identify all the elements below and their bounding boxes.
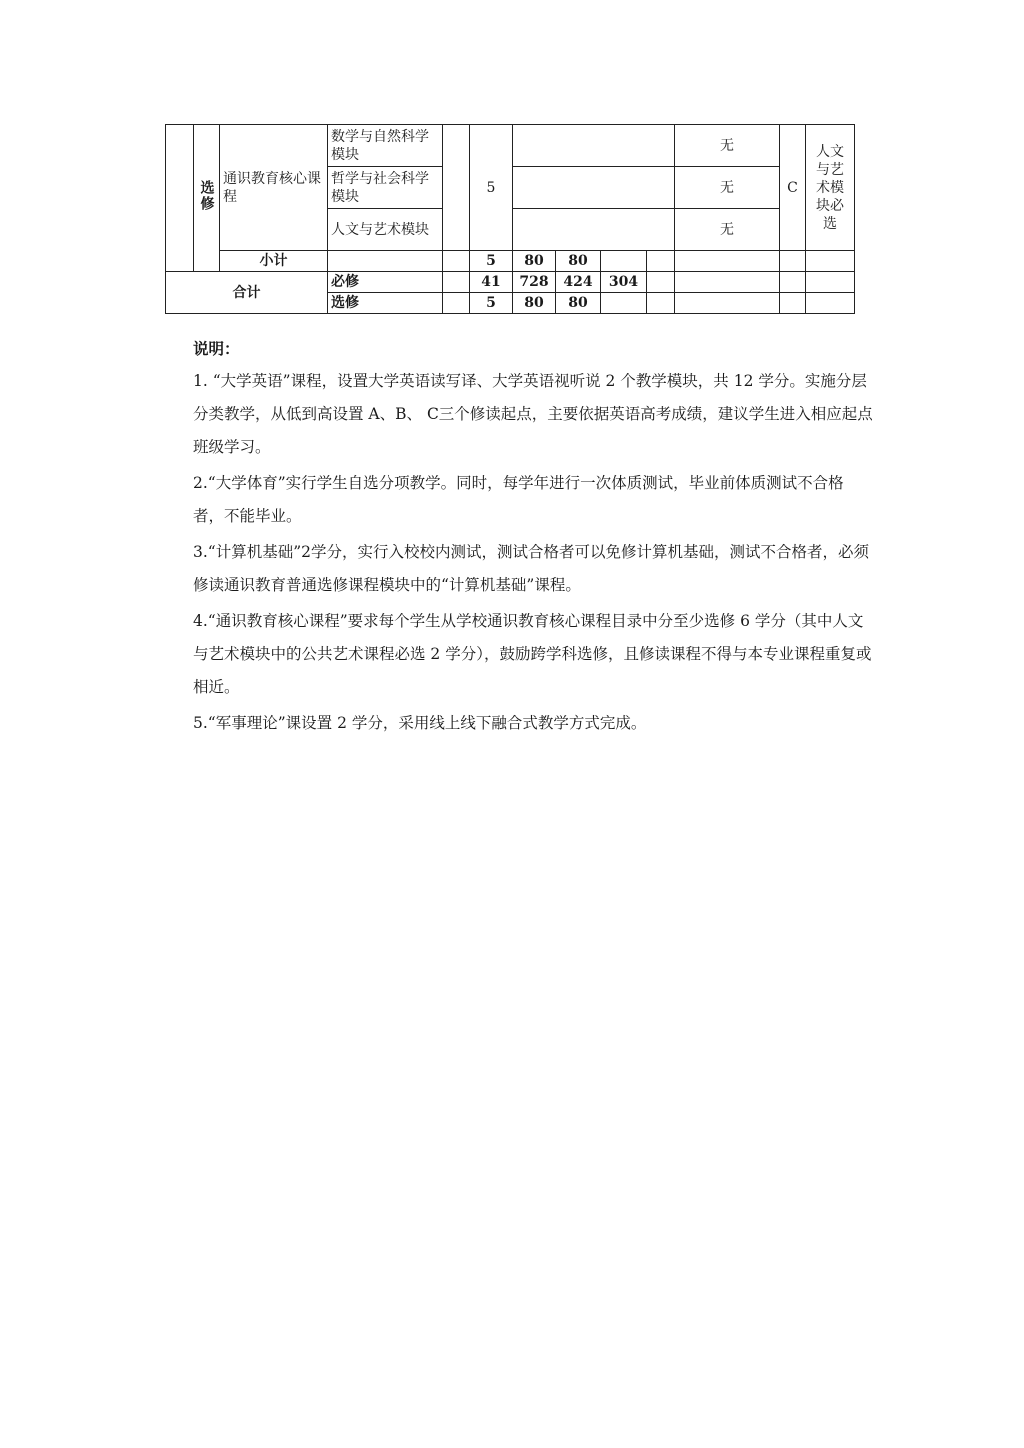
blank-cell xyxy=(675,272,780,293)
elective-hours-cell xyxy=(513,293,556,314)
elective-total-label: 选修 xyxy=(331,295,359,311)
module-name: 哲学与社会科学模块 xyxy=(331,170,429,205)
elective-theory-cell xyxy=(556,293,601,314)
blank-cell xyxy=(780,251,806,272)
blank-cell xyxy=(647,293,675,314)
blank-cell xyxy=(443,251,470,272)
hours-blank-cell xyxy=(513,125,675,167)
required-practice-cell xyxy=(601,272,647,293)
hours-blank-cell xyxy=(513,209,675,251)
none-value: 无 xyxy=(720,221,734,238)
subtotal-row xyxy=(166,251,855,272)
blank-cell xyxy=(601,251,647,272)
none-value: 无 xyxy=(720,137,734,154)
elective-theory: 80 xyxy=(568,295,588,311)
course-name: 通识教育核心课程 xyxy=(223,170,321,205)
blank-cell xyxy=(780,272,806,293)
required-theory-cell xyxy=(556,272,601,293)
subtotal-credits-cell xyxy=(470,251,513,272)
blank-cell xyxy=(675,293,780,314)
blank-cell xyxy=(443,293,470,314)
elective-type-cell xyxy=(194,125,220,272)
note-item: 5.“军事理论”课设置 2 学分，采用线上线下融合式教学方式完成。 xyxy=(193,714,647,732)
subtotal-credits: 5 xyxy=(486,253,496,269)
none-value: 无 xyxy=(720,179,734,196)
subtotal-theory: 80 xyxy=(568,253,588,269)
blank-cell xyxy=(647,251,675,272)
category-blank-cell xyxy=(166,125,194,272)
total-label: 合计 xyxy=(232,284,261,301)
hours-blank-cell xyxy=(513,167,675,209)
subtotal-label-cell xyxy=(220,251,328,272)
blank-cell xyxy=(806,293,855,314)
note-item: 3.“计算机基础”2学分，实行入校校内测试，测试合格者可以免修计算机基础，测试不合格者，必须修读通识教育普通选修课程模块中的“计算机基础”课程。 xyxy=(193,543,870,594)
none-cell xyxy=(675,209,780,251)
required-hours-cell xyxy=(513,272,556,293)
table-row xyxy=(166,125,855,167)
subtotal-hours-cell xyxy=(513,251,556,272)
notes-title: 说明： xyxy=(193,339,240,358)
elective-label: 选修 xyxy=(198,179,215,212)
credits-value: 5 xyxy=(486,179,496,196)
notes-section xyxy=(193,332,873,743)
blank-cell xyxy=(601,293,647,314)
module-cell xyxy=(328,209,443,251)
required-practice: 304 xyxy=(608,274,639,290)
elective-hours: 80 xyxy=(524,295,544,311)
elective-label-cell xyxy=(328,293,443,314)
none-cell xyxy=(675,125,780,167)
assessment-value: C xyxy=(787,179,798,196)
elective-credits: 5 xyxy=(486,295,496,311)
required-credits: 41 xyxy=(481,274,501,290)
required-credits-cell xyxy=(470,272,513,293)
blank-cell xyxy=(806,272,855,293)
blank-cell xyxy=(443,125,470,251)
remark-cell xyxy=(806,125,855,251)
required-theory: 424 xyxy=(563,274,593,290)
note-item: 4.“通识教育核心课程”要求每个学生从学校通识教育核心课程目录中分至少选修 6 学分（其中人文与艺术模块中的公共艺术课程必选 2 学分），鼓励跨学科选修，且修读课程不得与本专业课程重复或相近。 xyxy=(193,612,872,696)
module-name: 数学与自然科学模块 xyxy=(331,128,429,163)
curriculum-table xyxy=(165,124,855,314)
total-label-cell xyxy=(166,272,328,314)
elective-credits-cell xyxy=(470,293,513,314)
module-cell xyxy=(328,125,443,167)
blank-cell xyxy=(806,251,855,272)
blank-cell xyxy=(675,251,780,272)
note-item: 1. “大学英语”课程，设置大学英语读写译、大学英语视听说 2 个教学模块，共 12 学分。实施分层分类教学，从低到高设置 A、B、 C三个修读起点，主要依据英语高考成绩，建议学生进入相应起点班级学习。 xyxy=(193,372,873,456)
assessment-cell xyxy=(780,125,806,251)
subtotal-label: 小计 xyxy=(259,253,288,269)
module-cell xyxy=(328,167,443,209)
remark-text: 人文与艺术模块必选 xyxy=(816,143,844,232)
required-label-cell xyxy=(328,272,443,293)
subtotal-hours: 80 xyxy=(524,253,544,269)
credits-cell xyxy=(470,125,513,251)
required-label: 必修 xyxy=(331,274,359,290)
blank-cell xyxy=(443,272,470,293)
blank-cell xyxy=(780,293,806,314)
total-required-row xyxy=(166,272,855,293)
subtotal-theory-cell xyxy=(556,251,601,272)
none-cell xyxy=(675,167,780,209)
module-name: 人文与艺术模块 xyxy=(331,221,429,238)
blank-cell xyxy=(328,251,443,272)
course-name-cell xyxy=(220,125,328,251)
note-item: 2.“大学体育”实行学生自选分项教学。同时，每学年进行一次体质测试，毕业前体质测试不合格者，不能毕业。 xyxy=(193,474,844,525)
blank-cell xyxy=(647,272,675,293)
required-hours: 728 xyxy=(519,274,549,290)
